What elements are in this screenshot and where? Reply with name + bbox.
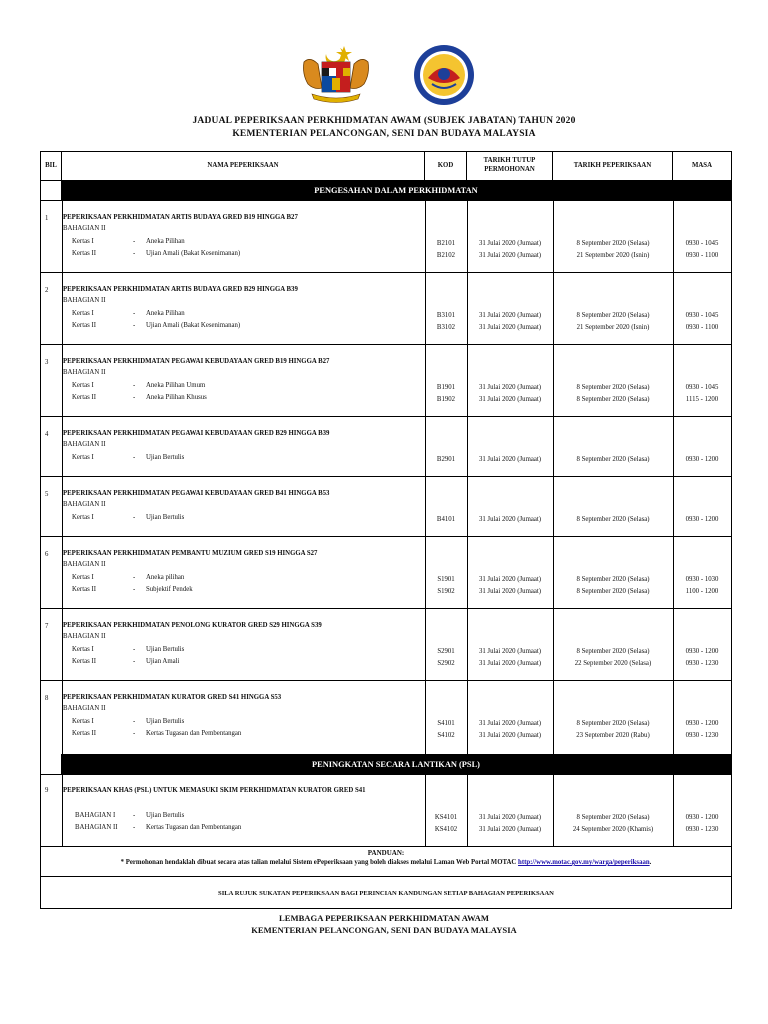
exam-date: 8 September 2020 (Selasa) (576, 312, 650, 319)
paper-label: Kertas II (72, 658, 96, 665)
column-divider (673, 775, 674, 846)
section-pengesahan: PENGESAHAN DALAM PERKHIDMATAN (61, 180, 731, 200)
item-title: PEPERIKSAAN PERKHIDMATAN PEMBANTU MUZIUM GRED S19 HINGGA S27 (63, 550, 318, 557)
exam-item (41, 476, 731, 536)
closing-date: 31 Julai 2020 (Jumaat) (478, 312, 542, 319)
paper-subject: Aneka Pilihan (146, 310, 185, 317)
motac-portal-link[interactable]: http://www.motac.gov.my/warga/peperiksaan (518, 859, 650, 866)
closing-date: 31 Julai 2020 (Jumaat) (478, 252, 542, 259)
item-title: PEPERIKSAAN PERKHIDMATAN ARTIS BUDAYA GRED B29 HINGGA B39 (63, 286, 298, 293)
exam-time: 0930 - 1045 (685, 240, 719, 247)
paper-subject: Ujian Bertulis (146, 514, 185, 521)
closing-date: 31 Julai 2020 (Jumaat) (478, 588, 542, 595)
exam-date: 8 September 2020 (Selasa) (576, 456, 650, 463)
exam-time: 0930 - 1200 (685, 648, 719, 655)
paper-label: Kertas I (72, 310, 94, 317)
exam-time: 0930 - 1100 (685, 252, 719, 259)
col-tarikh-tutup-line2: PERMOHONAN (484, 166, 535, 173)
paper-label: BAHAGIAN I (75, 812, 116, 819)
paper-subject: Aneka pilihan (146, 574, 185, 581)
column-divider (467, 775, 468, 846)
paper-dash: - (133, 812, 136, 819)
closing-date: 31 Julai 2020 (Jumaat) (478, 826, 542, 833)
section-psl: PENINGKATAN SECARA LANTIKAN (PSL) (61, 754, 731, 774)
column-divider (673, 201, 674, 272)
item-title: PEPERIKSAAN PERKHIDMATAN PEGAWAI KEBUDAYAAN GRED B29 HINGGA B39 (63, 430, 330, 437)
paper-subject: Ujian Bertulis (146, 718, 185, 725)
paper-code: S1902 (437, 588, 455, 595)
exam-item (41, 344, 731, 416)
paper-code: S2901 (437, 648, 455, 655)
exam-schedule-table (40, 151, 732, 909)
panduan-box (41, 846, 731, 877)
paper-dash: - (133, 250, 136, 257)
column-divider (673, 477, 674, 536)
paper-label: Kertas II (72, 586, 96, 593)
ministry-seal-logo (408, 44, 480, 106)
paper-label: Kertas I (72, 382, 94, 389)
paper-dash: - (133, 514, 136, 521)
panduan-period: . (649, 859, 652, 866)
column-divider (553, 417, 554, 476)
item-bahagian: BAHAGIAN II (63, 633, 106, 640)
paper-label: Kertas I (72, 718, 94, 725)
exam-item (41, 200, 731, 272)
closing-date: 31 Julai 2020 (Jumaat) (478, 648, 542, 655)
paper-code: B2101 (436, 240, 456, 247)
item-number: 2 (45, 287, 49, 294)
column-divider (553, 537, 554, 608)
column-divider (62, 609, 63, 680)
column-divider (673, 609, 674, 680)
item-title: PEPERIKSAAN KHAS (PSL) UNTUK MEMASUKI SKIM PERKHIDMATAN KURATOR GRED S41 (63, 787, 366, 794)
column-divider (673, 681, 674, 754)
column-divider (467, 417, 468, 476)
panduan-title: PANDUAN: (367, 849, 405, 857)
paper-code: S4102 (437, 732, 455, 739)
column-divider (553, 775, 554, 846)
column-divider (673, 273, 674, 344)
column-divider (62, 681, 63, 754)
closing-date: 31 Julai 2020 (Jumaat) (478, 456, 542, 463)
coat-of-arms-logo (300, 44, 372, 104)
paper-subject: Kertas Tugasan dan Pembentangan (146, 730, 242, 737)
paper-dash: - (133, 574, 136, 581)
paper-subject: Ujian Bertulis (146, 454, 185, 461)
panduan-text (41, 859, 731, 866)
paper-label: Kertas I (72, 238, 94, 245)
column-divider (62, 201, 63, 272)
paper-dash: - (133, 382, 136, 389)
col-nama-header: NAMA PEPERIKSAAN (62, 152, 425, 180)
ministry-title: KEMENTERIAN PELANCONGAN, SENI DAN BUDAYA MALAYSIA (232, 129, 536, 139)
exam-date: 8 September 2020 (Selasa) (576, 720, 650, 727)
closing-date: 31 Julai 2020 (Jumaat) (478, 384, 542, 391)
paper-code: B1901 (436, 384, 456, 391)
paper-subject: Subjektif Pendek (146, 586, 193, 593)
closing-date: 31 Julai 2020 (Jumaat) (478, 720, 542, 727)
footer-line1: LEMBAGA PEPERIKSAAN PERKHIDMATAN AWAM (279, 913, 489, 923)
paper-label: Kertas II (72, 394, 96, 401)
column-divider (425, 609, 426, 680)
column-divider (553, 345, 554, 416)
exam-time: 0930 - 1230 (685, 732, 719, 739)
exam-time: 0930 - 1230 (685, 660, 719, 667)
paper-dash: - (133, 394, 136, 401)
paper-subject: Ujian Bertulis (146, 646, 185, 653)
column-divider (673, 537, 674, 608)
exam-date: 23 September 2020 (Rabu) (576, 732, 650, 739)
exam-item (41, 272, 731, 344)
column-divider (467, 609, 468, 680)
column-divider (62, 537, 63, 608)
document-title: JADUAL PEPERIKSAAN PERKHIDMATAN AWAM (SUBJEK JABATAN) TAHUN 2020 (192, 116, 576, 126)
closing-date: 31 Julai 2020 (Jumaat) (478, 324, 542, 331)
paper-subject: Aneka Pilihan Khusus (146, 394, 207, 401)
column-divider (673, 345, 674, 416)
item-title: PEPERIKSAAN PERKHIDMATAN PEGAWAI KEBUDAYAAN GRED B19 HINGGA B27 (63, 358, 330, 365)
exam-date: 8 September 2020 (Selasa) (576, 814, 650, 821)
exam-time: 0930 - 1200 (685, 516, 719, 523)
item-title: PEPERIKSAAN PERKHIDMATAN PEGAWAI KEBUDAYAAN GRED B41 HINGGA B53 (63, 490, 330, 497)
exam-time: 0930 - 1045 (685, 384, 719, 391)
exam-date: 8 September 2020 (Selasa) (576, 588, 650, 595)
column-divider (553, 477, 554, 536)
paper-dash: - (133, 658, 136, 665)
item-bahagian: BAHAGIAN II (63, 297, 106, 304)
paper-subject: Ujian Amali (146, 658, 180, 665)
paper-label: Kertas I (72, 514, 94, 521)
closing-date: 31 Julai 2020 (Jumaat) (478, 240, 542, 247)
exam-date: 24 September 2020 (Khamis) (572, 826, 654, 833)
panduan-body: * Permohonan hendaklah dibuat secara atas talian melalui Sistem ePeperiksaan yang boleh diakses melalui Laman Web Portal MOTAC (120, 859, 519, 866)
exam-time: 1115 - 1200 (685, 396, 719, 403)
column-divider (62, 345, 63, 416)
column-divider (673, 417, 674, 476)
item-title: PEPERIKSAAN PERKHIDMATAN ARTIS BUDAYA GRED B19 HINGGA B27 (63, 214, 298, 221)
exam-time: 0930 - 1100 (685, 324, 719, 331)
paper-code: S4101 (437, 720, 455, 727)
paper-code: KS4101 (434, 814, 458, 821)
col-tarikh-peperiksaan-header: TARIKH PEPERIKSAAN (553, 152, 673, 180)
paper-label: Kertas I (72, 454, 94, 461)
paper-dash: - (133, 238, 136, 245)
exam-item (41, 774, 731, 846)
exam-time: 0930 - 1200 (685, 720, 719, 727)
paper-label: BAHAGIAN II (75, 824, 118, 831)
exam-time: 1100 - 1200 (685, 588, 719, 595)
exam-item (41, 536, 731, 608)
rujuk-note: SILA RUJUK SUKATAN PEPERIKSAAN BAGI PERINCIAN KANDUNGAN SETIAP BAHAGIAN PEPERIKSAAN (41, 876, 731, 909)
exam-item (41, 608, 731, 680)
column-divider (467, 477, 468, 536)
column-divider (425, 775, 426, 846)
item-bahagian: BAHAGIAN II (63, 501, 106, 508)
item-number: 4 (45, 431, 49, 438)
item-bahagian: BAHAGIAN II (63, 225, 106, 232)
item-bahagian: BAHAGIAN II (63, 441, 106, 448)
col-masa-header: MASA (691, 161, 712, 169)
closing-date: 31 Julai 2020 (Jumaat) (478, 516, 542, 523)
paper-subject: Aneka Pilihan (146, 238, 185, 245)
paper-dash: - (133, 322, 136, 329)
paper-code: B2901 (436, 456, 456, 463)
column-divider (467, 273, 468, 344)
paper-subject: Ujian Amali (Bakat Kesenimanan) (146, 250, 241, 257)
item-number: 3 (45, 359, 49, 366)
column-divider (467, 201, 468, 272)
column-divider (425, 537, 426, 608)
column-divider (425, 417, 426, 476)
table-header-row (41, 152, 731, 181)
column-divider (467, 537, 468, 608)
paper-code: KS4102 (434, 826, 458, 833)
paper-dash: - (133, 586, 136, 593)
exam-item (41, 680, 731, 754)
column-divider (553, 201, 554, 272)
column-divider (553, 273, 554, 344)
paper-label: Kertas I (72, 646, 94, 653)
paper-code: B3101 (436, 312, 456, 319)
item-bahagian: BAHAGIAN II (63, 561, 106, 568)
exam-time: 0930 - 1200 (685, 814, 719, 821)
exam-date: 8 September 2020 (Selasa) (576, 576, 650, 583)
item-bahagian: BAHAGIAN II (63, 369, 106, 376)
item-number: 9 (45, 787, 49, 794)
paper-code: B2102 (436, 252, 456, 259)
column-divider (62, 273, 63, 344)
exam-time: 0930 - 1230 (685, 826, 719, 833)
exam-time: 0930 - 1045 (685, 312, 719, 319)
exam-date: 8 September 2020 (Selasa) (576, 396, 650, 403)
logo-area (0, 44, 768, 106)
paper-dash: - (133, 824, 136, 831)
column-divider (553, 681, 554, 754)
exam-item (41, 416, 731, 476)
paper-dash: - (133, 310, 136, 317)
exam-time: 0930 - 1030 (685, 576, 719, 583)
paper-label: Kertas II (72, 322, 96, 329)
exam-date: 21 September 2020 (Isnin) (576, 252, 650, 259)
paper-label: Kertas II (72, 250, 96, 257)
item-title: PEPERIKSAAN PERKHIDMATAN KURATOR GRED S41 HINGGA S53 (63, 694, 282, 701)
closing-date: 31 Julai 2020 (Jumaat) (478, 814, 542, 821)
col-bil-header: BIL (41, 152, 62, 180)
paper-code: S1901 (437, 576, 455, 583)
paper-subject: Ujian Bertulis (146, 812, 185, 819)
exam-date: 8 September 2020 (Selasa) (576, 240, 650, 247)
paper-label: Kertas II (72, 730, 96, 737)
item-title: PEPERIKSAAN PERKHIDMATAN PENOLONG KURATOR GRED S29 HINGGA S39 (63, 622, 322, 629)
column-divider (467, 345, 468, 416)
paper-dash: - (133, 718, 136, 725)
column-divider (425, 681, 426, 754)
paper-code: B3102 (436, 324, 456, 331)
item-number: 8 (45, 695, 49, 702)
paper-dash: - (133, 730, 136, 737)
paper-code: B4101 (436, 516, 456, 523)
paper-subject: Ujian Amali (Bakat Kesenimanan) (146, 322, 241, 329)
column-divider (425, 201, 426, 272)
paper-dash: - (133, 646, 136, 653)
paper-subject: Kertas Tugasan dan Pembentangan (146, 824, 242, 831)
paper-subject: Aneka Pilihan Umum (146, 382, 206, 389)
exam-date: 22 September 2020 (Selasa) (574, 660, 652, 667)
exam-date: 8 September 2020 (Selasa) (576, 648, 650, 655)
item-bahagian: BAHAGIAN II (63, 705, 106, 712)
column-divider (425, 477, 426, 536)
column-divider (467, 681, 468, 754)
paper-label: Kertas I (72, 574, 94, 581)
exam-date: 8 September 2020 (Selasa) (576, 384, 650, 391)
closing-date: 31 Julai 2020 (Jumaat) (478, 396, 542, 403)
closing-date: 31 Julai 2020 (Jumaat) (478, 576, 542, 583)
col-tarikh-tutup-header (467, 152, 553, 180)
footer-line2: KEMENTERIAN PELANCONGAN, SENI DAN BUDAYA MALAYSIA (251, 925, 517, 935)
col-kod-header: KOD (425, 152, 467, 180)
column-divider (425, 273, 426, 344)
item-number: 6 (45, 551, 49, 558)
closing-date: 31 Julai 2020 (Jumaat) (478, 660, 542, 667)
paper-code: S2902 (437, 660, 455, 667)
exam-date: 21 September 2020 (Isnin) (576, 324, 650, 331)
col-tarikh-tutup-line1: TARIKH TUTUP (483, 157, 536, 165)
column-divider (553, 609, 554, 680)
item-number: 1 (45, 215, 49, 222)
item-number: 5 (45, 491, 49, 498)
column-divider (62, 775, 63, 846)
exam-date: 8 September 2020 (Selasa) (576, 516, 650, 523)
column-divider (425, 345, 426, 416)
paper-dash: - (133, 454, 136, 461)
item-number: 7 (45, 623, 49, 630)
paper-code: B1902 (436, 396, 456, 403)
exam-time: 0930 - 1200 (685, 456, 719, 463)
closing-date: 31 Julai 2020 (Jumaat) (478, 732, 542, 739)
